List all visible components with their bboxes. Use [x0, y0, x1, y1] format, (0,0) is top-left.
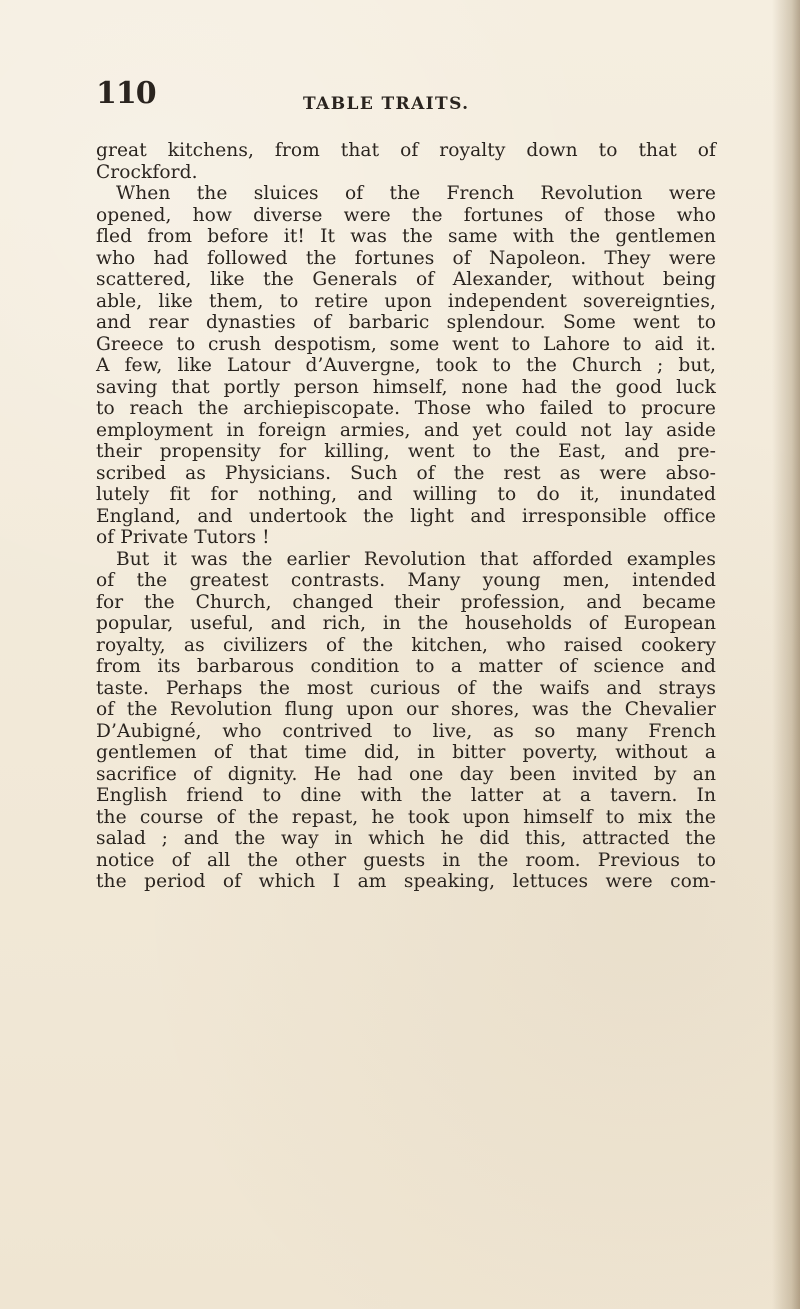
text-line: employment in foreign armies, and yet could not lay aside	[96, 419, 716, 441]
text-line: salad ; and the way in which he did this, attracted the	[96, 828, 716, 849]
text-line: gentlemen of that time did, in bitter poverty, without a	[96, 742, 716, 763]
text-line: of Private Tutors !	[96, 527, 270, 548]
text-line: When the sluices of the French Revolution were	[116, 183, 716, 204]
text-line: popular, useful, and rich, in the households of European	[96, 613, 716, 634]
text-line: A few, like Latour d’Auvergne, took to the Church ; but,	[96, 355, 716, 376]
text-line: Crockford.	[96, 161, 198, 183]
text-line: scribed as Physicians. Such of the rest as were abso-	[96, 462, 716, 484]
text-line: Greece to crush despotism, some went to Lahore to aid it.	[96, 333, 716, 355]
running-head: TABLE TRAITS.	[303, 94, 470, 114]
text-line: of the Revolution flung upon our shores, was the Chevalier	[96, 699, 716, 720]
text-line: But it was the earlier Revolution that afforded examples	[116, 548, 716, 570]
text-line: and rear dynasties of barbaric splendour. Some went to	[96, 312, 716, 333]
text-line: who had followed the fortunes of Napoleon. They were	[96, 247, 716, 269]
text-line: fled from before it! It was the same with the gentlemen	[96, 226, 716, 247]
text-line: the period of which I am speaking, lettuces were com-	[96, 871, 716, 892]
text-line: able, like them, to retire upon independent sovereignties,	[96, 290, 716, 312]
page-header	[96, 76, 696, 116]
text-line: taste. Perhaps the most curious of the waifs and strays	[96, 677, 716, 699]
text-line: to reach the archiepiscopate. Those who failed to procure	[96, 398, 716, 419]
text-line: from its barbarous condition to a matter of science and	[96, 656, 716, 677]
text-line: notice of all the other guests in the room. Previous to	[96, 849, 716, 871]
text-line: saving that portly person himself, none had the good luck	[96, 376, 716, 398]
text-line: great kitchens, from that of royalty down to that of	[96, 140, 716, 161]
text-line: the course of the repast, he took upon himself to mix the	[96, 806, 716, 828]
text-line: of the greatest contrasts. Many young men, intended	[96, 570, 716, 591]
text-line: royalty, as civilizers of the kitchen, who raised cookery	[96, 634, 716, 656]
page-number: 110	[96, 76, 156, 111]
text-line: England, and undertook the light and irresponsible office	[96, 505, 716, 527]
text-line: opened, how diverse were the fortunes of those who	[96, 204, 716, 226]
text-line: for the Church, changed their profession, and became	[96, 591, 716, 613]
page-edge-shadow	[772, 0, 800, 1309]
text-line: scattered, like the Generals of Alexander, without being	[96, 269, 716, 290]
text-line: lutely fit for nothing, and willing to do it, inundated	[96, 484, 716, 505]
body-text	[96, 140, 716, 893]
text-line: English friend to dine with the latter at a tavern. In	[96, 785, 716, 806]
text-line: sacrifice of dignity. He had one day been invited by an	[96, 763, 716, 785]
text-line: their propensity for killing, went to the East, and pre-	[96, 441, 716, 462]
text-line: D’Aubigné, who contrived to live, as so many French	[96, 720, 716, 742]
